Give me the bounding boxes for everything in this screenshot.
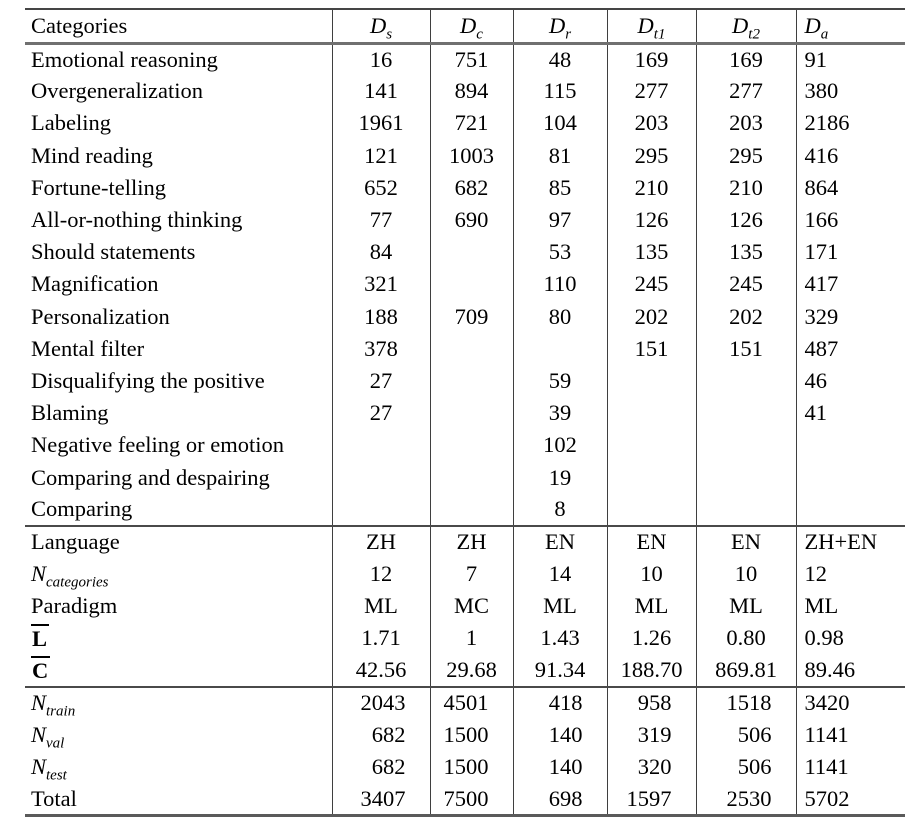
- table-cell: 53: [513, 236, 607, 268]
- table-cell: 1597: [607, 783, 696, 815]
- table-cell: 27: [332, 397, 430, 429]
- table-cell: 4501: [430, 687, 513, 719]
- table-header: [25, 9, 905, 43]
- table-cell: 85: [513, 172, 607, 204]
- table-row: [25, 107, 905, 139]
- table-cell: ML: [332, 590, 430, 622]
- table-cell: [430, 494, 513, 526]
- table-cell: 3420: [796, 687, 905, 719]
- table-cell: 169: [696, 43, 796, 75]
- table-row: [25, 622, 905, 654]
- table-cell: 171: [796, 236, 905, 268]
- table-row: [25, 783, 905, 815]
- table-cell: [332, 461, 430, 493]
- row-label: Language: [31, 529, 120, 555]
- row-label: Comparing: [31, 496, 133, 522]
- header-col-dt2: [696, 9, 796, 43]
- table-cell: 46: [796, 365, 905, 397]
- row-label: Magnification: [31, 271, 159, 297]
- row-label: Fortune-telling: [31, 174, 166, 200]
- category-rows-section: [25, 43, 905, 526]
- table-cell: ML: [696, 590, 796, 622]
- table-cell: 115: [513, 75, 607, 107]
- table-row: [25, 558, 905, 590]
- math-subscript: val: [46, 735, 65, 752]
- header-col-da: [796, 9, 905, 43]
- table-row: [25, 526, 905, 558]
- row-label: Comparing and despairing: [31, 464, 270, 490]
- row-label: Overgeneralization: [31, 78, 204, 104]
- table-row: [25, 365, 905, 397]
- table-cell: 7: [430, 558, 513, 590]
- table-cell: 80: [513, 301, 607, 333]
- table-row: [25, 461, 905, 493]
- table-cell: 110: [513, 268, 607, 300]
- math-symbol: D: [548, 12, 566, 38]
- row-label: Should statements: [31, 239, 196, 265]
- table-cell: ML: [607, 590, 696, 622]
- table-cell: EN: [696, 526, 796, 558]
- table-cell: 0.98: [796, 622, 905, 654]
- table-cell: 84: [332, 236, 430, 268]
- table-cell: [430, 268, 513, 300]
- table-cell: [796, 429, 905, 461]
- table-cell: 1.26: [607, 622, 696, 654]
- table-cell: 2043: [332, 687, 430, 719]
- table-row: [25, 719, 905, 751]
- math-subscript: c: [476, 26, 483, 43]
- table-cell: ZH+EN: [796, 526, 905, 558]
- meta-rows-section: [25, 526, 905, 687]
- table-row: [25, 301, 905, 333]
- math-subscript: a: [820, 26, 829, 43]
- table-cell: 378: [332, 333, 430, 365]
- table-cell: EN: [513, 526, 607, 558]
- table-cell: 1003: [430, 140, 513, 172]
- header-categories: Categories: [31, 12, 128, 38]
- math-symbol: N: [31, 690, 47, 716]
- overline-symbol: C: [32, 658, 49, 684]
- table-cell: 0.80: [696, 622, 796, 654]
- table-cell: 417: [796, 268, 905, 300]
- table-cell: 97: [513, 204, 607, 236]
- table-cell: 894: [430, 75, 513, 107]
- table-cell: 319: [607, 719, 696, 751]
- math-symbol: D: [369, 12, 387, 38]
- table-cell: 151: [607, 333, 696, 365]
- table-cell: 210: [696, 172, 796, 204]
- table-row: [25, 687, 905, 719]
- header-row: [25, 9, 905, 43]
- header-col-dt1: [607, 9, 696, 43]
- table-cell: [430, 397, 513, 429]
- table-cell: 102: [513, 429, 607, 461]
- table-cell: 7500: [430, 783, 513, 815]
- table-cell: 1961: [332, 107, 430, 139]
- table-cell: [430, 429, 513, 461]
- row-label: Paradigm: [31, 593, 118, 619]
- table-cell: 91.34: [513, 655, 607, 687]
- header-col-ds: [332, 9, 430, 43]
- table-cell: 5702: [796, 783, 905, 815]
- table-cell: [513, 333, 607, 365]
- math-symbol: D: [460, 12, 477, 38]
- table-cell: 121: [332, 140, 430, 172]
- table-cell: 320: [607, 751, 696, 783]
- table-cell: 3407: [332, 783, 430, 815]
- table-cell: 140: [513, 719, 607, 751]
- table-cell: 1141: [796, 751, 905, 783]
- table-cell: [430, 236, 513, 268]
- row-label: [25, 719, 332, 751]
- overline-symbol: L: [32, 626, 48, 652]
- table-row: [25, 204, 905, 236]
- table-cell: 1500: [430, 751, 513, 783]
- table-row: [25, 751, 905, 783]
- table-cell: 416: [796, 140, 905, 172]
- table-cell: 141: [332, 75, 430, 107]
- header-col-dr: [513, 9, 607, 43]
- table-cell: 698: [513, 783, 607, 815]
- row-label: Blaming: [31, 400, 109, 426]
- table-cell: 104: [513, 107, 607, 139]
- table-row: [25, 397, 905, 429]
- table-cell: [332, 429, 430, 461]
- table-cell: 1.71: [332, 622, 430, 654]
- table-cell: ML: [796, 590, 905, 622]
- table-cell: ZH: [430, 526, 513, 558]
- table-cell: 1.43: [513, 622, 607, 654]
- table-cell: 89.46: [796, 655, 905, 687]
- table-cell: [796, 494, 905, 526]
- table-row: [25, 429, 905, 461]
- table-cell: 277: [607, 75, 696, 107]
- table-cell: 39: [513, 397, 607, 429]
- math-subscript: test: [46, 767, 67, 784]
- table-row: [25, 655, 905, 687]
- row-label: Personalization: [31, 303, 170, 329]
- table-cell: 27: [332, 365, 430, 397]
- table-cell: [607, 494, 696, 526]
- table-row: [25, 268, 905, 300]
- math-subscript: t1: [653, 26, 666, 43]
- table-cell: 19: [513, 461, 607, 493]
- table-cell: 41: [796, 397, 905, 429]
- table-cell: 1: [430, 622, 513, 654]
- table-cell: [696, 461, 796, 493]
- math-symbol: D: [732, 12, 749, 38]
- table-row: [25, 590, 905, 622]
- row-label: [25, 751, 332, 783]
- math-symbol: D: [637, 12, 654, 38]
- table-cell: MC: [430, 590, 513, 622]
- table-cell: 135: [607, 236, 696, 268]
- row-label: Disqualifying the positive: [31, 367, 265, 393]
- table-cell: 1141: [796, 719, 905, 751]
- table-cell: 10: [696, 558, 796, 590]
- table-cell: 245: [607, 268, 696, 300]
- table-row: [25, 494, 905, 526]
- table-cell: [430, 333, 513, 365]
- table-cell: 277: [696, 75, 796, 107]
- table-cell: 682: [430, 172, 513, 204]
- math-subscript: s: [386, 26, 393, 43]
- table-cell: 1500: [430, 719, 513, 751]
- table-cell: 210: [607, 172, 696, 204]
- row-label: Total: [31, 785, 77, 811]
- row-label: Emotional reasoning: [31, 46, 218, 72]
- table-cell: [696, 429, 796, 461]
- table-cell: 14: [513, 558, 607, 590]
- table-row: [25, 43, 905, 75]
- table-row: [25, 140, 905, 172]
- table-cell: 751: [430, 43, 513, 75]
- row-label: Labeling: [31, 110, 111, 136]
- table-cell: 958: [607, 687, 696, 719]
- table-cell: 12: [796, 558, 905, 590]
- row-label: Mind reading: [31, 142, 153, 168]
- table-cell: 869.81: [696, 655, 796, 687]
- table-cell: 10: [607, 558, 696, 590]
- table-cell: [796, 461, 905, 493]
- table-cell: 77: [332, 204, 430, 236]
- row-label: [25, 622, 332, 654]
- table-cell: [696, 365, 796, 397]
- table-cell: 16: [332, 43, 430, 75]
- table-cell: [696, 397, 796, 429]
- table-row: [25, 236, 905, 268]
- table-cell: 135: [696, 236, 796, 268]
- math-symbol: N: [31, 754, 47, 780]
- row-label: Negative feeling or emotion: [31, 432, 285, 458]
- math-subscript: t2: [748, 26, 760, 43]
- math-subscript: categories: [46, 574, 109, 591]
- table-cell: 29.68: [430, 655, 513, 687]
- table-row: [25, 172, 905, 204]
- row-label: All-or-nothing thinking: [31, 207, 243, 233]
- table-cell: [430, 365, 513, 397]
- math-symbol: N: [31, 722, 47, 748]
- table-cell: [607, 397, 696, 429]
- math-subscript: train: [46, 703, 76, 719]
- table-cell: ZH: [332, 526, 430, 558]
- table-cell: 864: [796, 172, 905, 204]
- table-cell: 2186: [796, 107, 905, 139]
- table-cell: [696, 494, 796, 526]
- table-cell: 1518: [696, 687, 796, 719]
- table-cell: [607, 429, 696, 461]
- count-rows-section: [25, 687, 905, 816]
- table-cell: 126: [607, 204, 696, 236]
- table-cell: 140: [513, 751, 607, 783]
- table-cell: 321: [332, 268, 430, 300]
- table-cell: 295: [696, 140, 796, 172]
- table-cell: 91: [796, 43, 905, 75]
- math-symbol: N: [31, 561, 47, 587]
- table-cell: 166: [796, 204, 905, 236]
- table-cell: 418: [513, 687, 607, 719]
- table-cell: [607, 461, 696, 493]
- table-cell: EN: [607, 526, 696, 558]
- table-cell: 506: [696, 751, 796, 783]
- table-cell: 203: [607, 107, 696, 139]
- table-cell: 506: [696, 719, 796, 751]
- table-cell: ML: [513, 590, 607, 622]
- table-cell: 380: [796, 75, 905, 107]
- table-cell: 690: [430, 204, 513, 236]
- table-cell: 245: [696, 268, 796, 300]
- table-cell: 8: [513, 494, 607, 526]
- table-cell: 202: [696, 301, 796, 333]
- table-cell: 709: [430, 301, 513, 333]
- table-cell: 721: [430, 107, 513, 139]
- table-cell: 12: [332, 558, 430, 590]
- table-cell: 188: [332, 301, 430, 333]
- table-cell: 42.56: [332, 655, 430, 687]
- header-col-dc: [430, 9, 513, 43]
- table-cell: [607, 365, 696, 397]
- dataset-statistics-table: [25, 8, 905, 817]
- math-subscript: r: [565, 26, 572, 43]
- table-cell: [430, 461, 513, 493]
- table-cell: 487: [796, 333, 905, 365]
- table-cell: [332, 494, 430, 526]
- table-cell: 682: [332, 751, 430, 783]
- table-cell: 48: [513, 43, 607, 75]
- table-cell: 169: [607, 43, 696, 75]
- row-label: [25, 655, 332, 687]
- row-label: [25, 558, 332, 590]
- table-cell: 59: [513, 365, 607, 397]
- math-symbol: D: [804, 12, 821, 38]
- table-cell: 126: [696, 204, 796, 236]
- table-cell: 188.70: [607, 655, 696, 687]
- table-cell: 652: [332, 172, 430, 204]
- table-cell: 682: [332, 719, 430, 751]
- table-cell: 81: [513, 140, 607, 172]
- table-cell: 329: [796, 301, 905, 333]
- table-cell: 203: [696, 107, 796, 139]
- table-cell: 151: [696, 333, 796, 365]
- table-row: [25, 75, 905, 107]
- table-cell: 2530: [696, 783, 796, 815]
- table-row: [25, 333, 905, 365]
- table-cell: 202: [607, 301, 696, 333]
- row-label: [25, 687, 332, 719]
- table-cell: 295: [607, 140, 696, 172]
- row-label: Mental filter: [31, 335, 145, 361]
